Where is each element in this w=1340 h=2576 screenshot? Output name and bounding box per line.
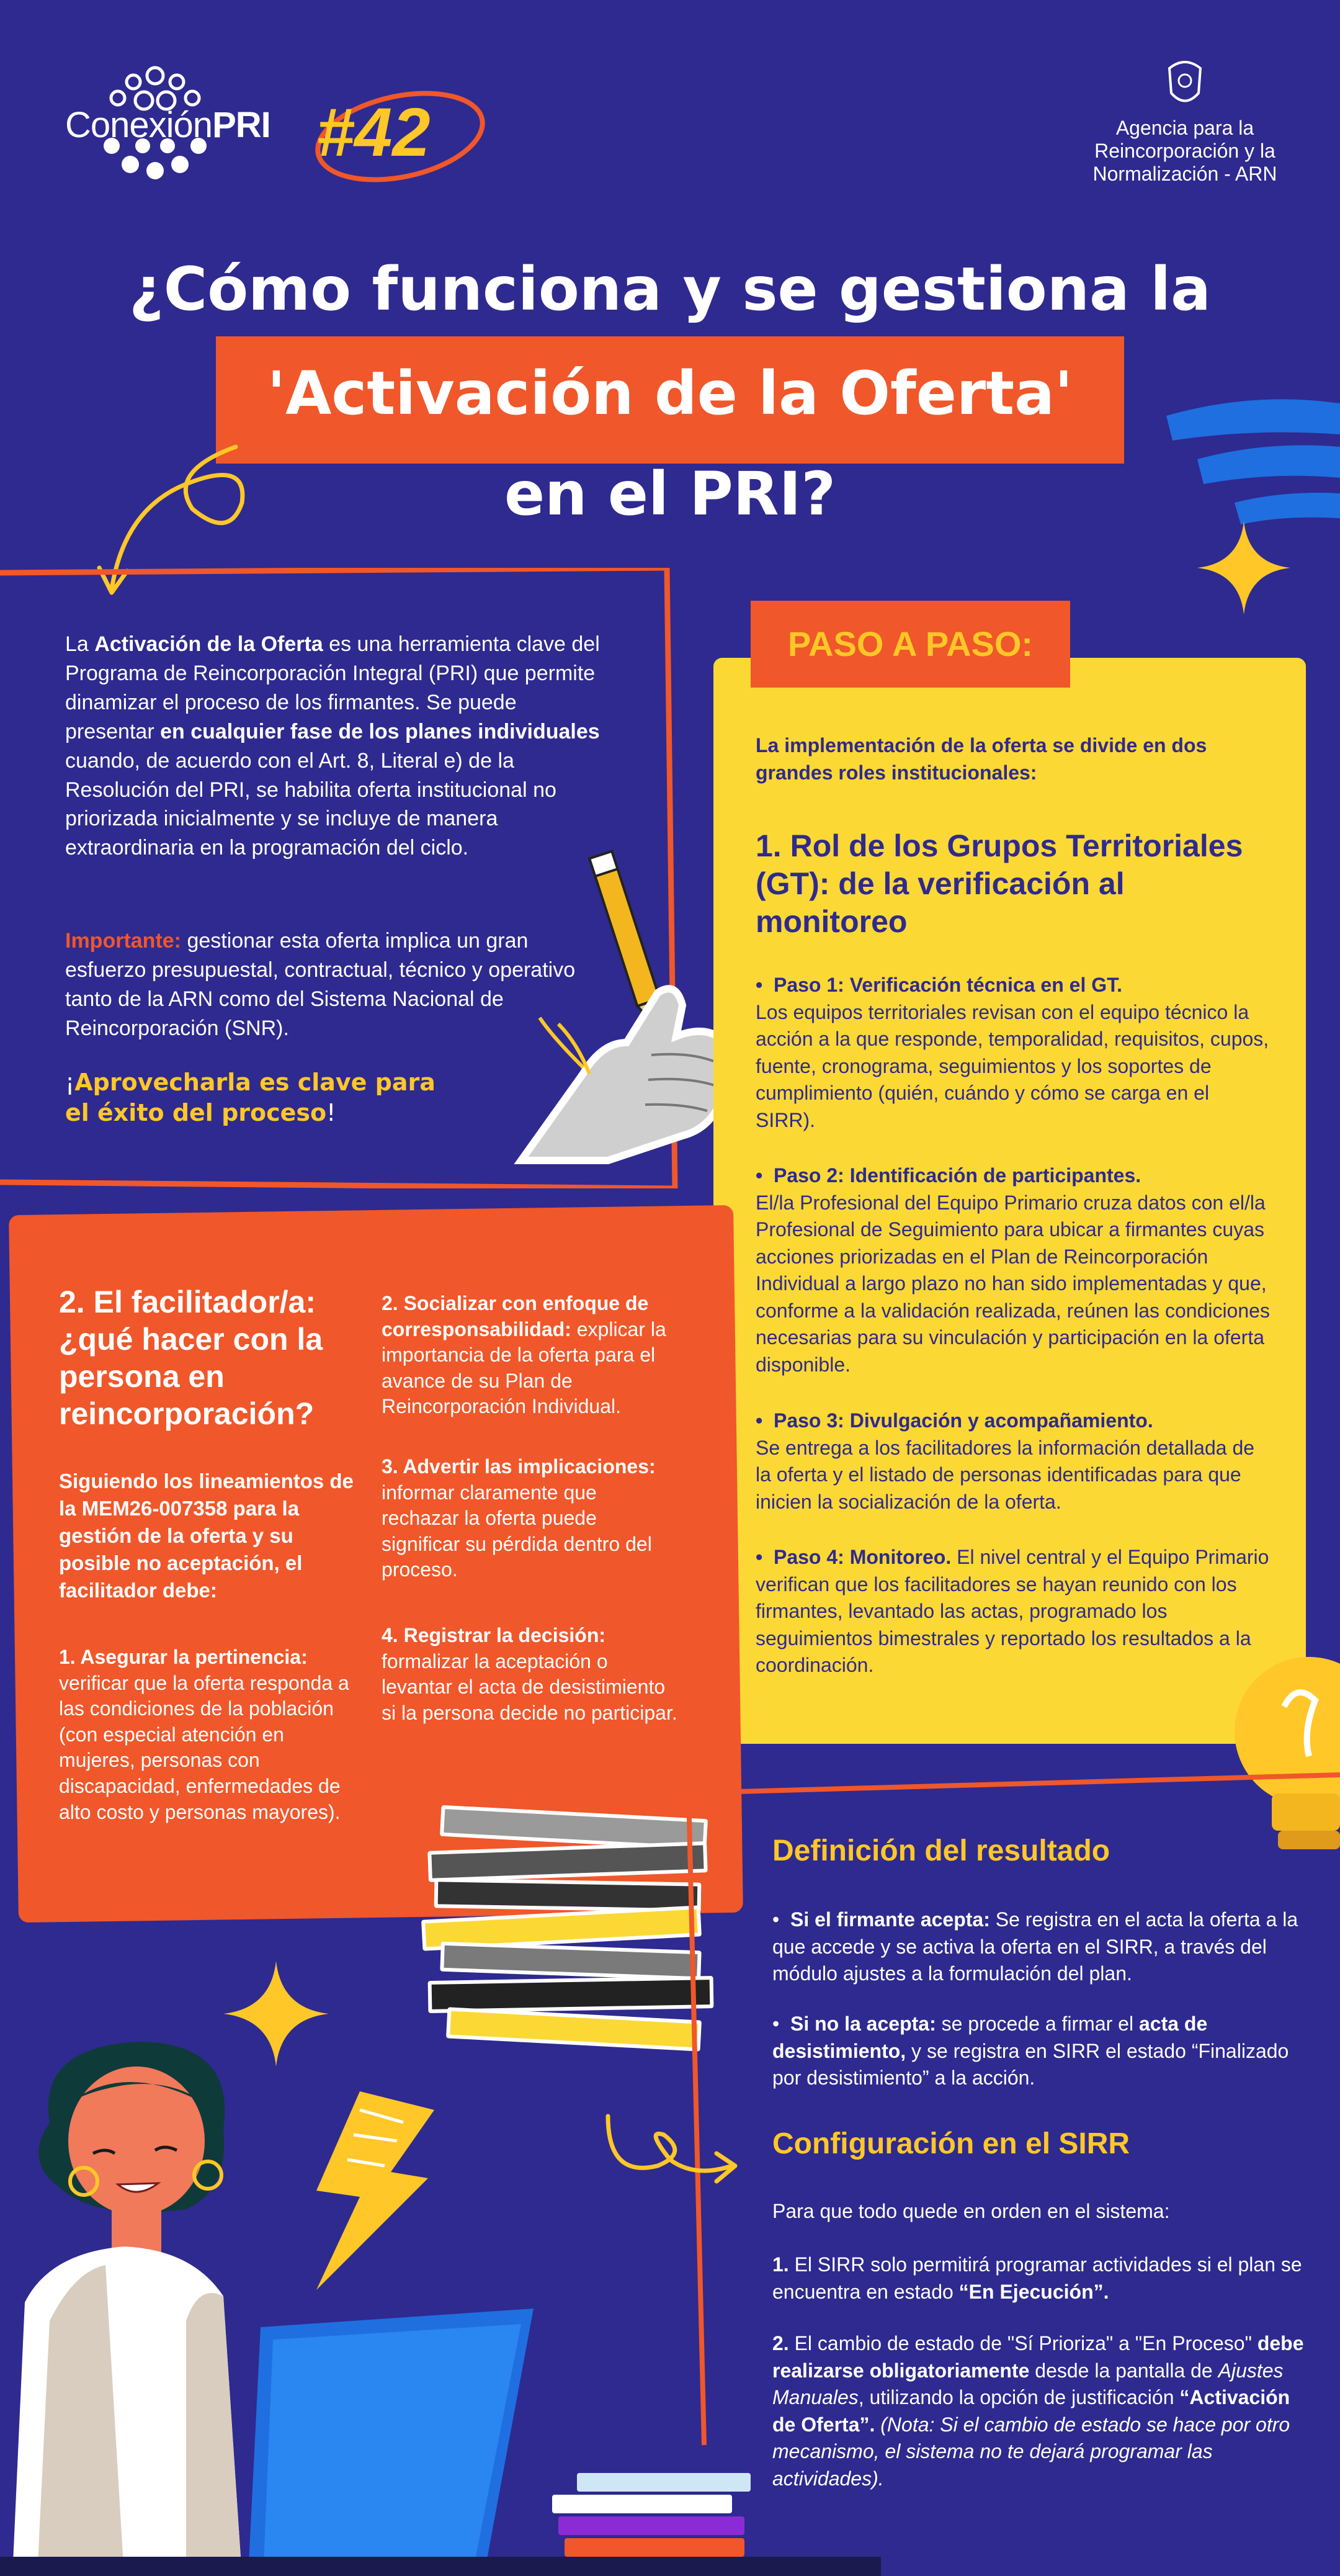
step-2 (756, 1162, 1271, 1378)
result-reject-text-a: se procede a firmar el (936, 2013, 1139, 2035)
bottom-bar (0, 2557, 881, 2576)
step-4 (756, 1544, 1271, 1679)
intro-p1-a: La (65, 632, 95, 656)
config-item-2-text-a: El cambio de estado de "Sí Prioriza" a "En Proceso" (788, 2332, 1257, 2354)
result-reject-bold: acta de desistimiento, (772, 2013, 1208, 2062)
facilitator-item-4 (382, 1623, 679, 1726)
important-text: gestionar esta oferta implica un gran esfuerzo presupuestal, contractual, técnico y operativo tanto de la ARN como del Sistema Nacional de Reincorporación (SNR). (65, 929, 576, 1040)
colored-books-icon (552, 2473, 751, 2566)
facilitator-title: 2. El facilitador/a: ¿qué hacer con la persona en reincorporación? (59, 1285, 323, 1431)
config-item-2-bold: debe realizarse obligatoriamente (772, 2332, 1304, 2382)
step-3-title: • Paso 3: Divulgación y acompañamiento. (756, 1409, 1153, 1432)
agency-line-1: Agencia para la (1115, 117, 1254, 139)
cta-main: Aprovecharla es clave para el éxito del proceso (65, 1069, 436, 1127)
role-title: 1. Rol de los Grupos Territoriales (GT): de la verificación al monitoreo (756, 828, 1243, 939)
issue-number: #42 (316, 94, 431, 171)
step-4-text: El nivel central y el Equipo Primario verifican que los facilitadores se hayan reunido con los firmantes, levantado las actas, programado los seguimientos bimestrales y reportado los resultados a la coordinación. (756, 1546, 1269, 1677)
facilitator-item-3-title: 3. Advertir las implicaciones: (382, 1455, 656, 1478)
facilitator-item-1-title: 1. Asegurar la pertinencia: (59, 1646, 308, 1668)
result-reject-text-b: y se registra en SIRR el estado “Finalizado por desistimiento” a la acción. (772, 2039, 1289, 2089)
cta-open: ¡ (65, 1069, 75, 1096)
sparkle-icon (1197, 521, 1290, 614)
steps-intro: La implementación de la oferta se divide en dos grandes roles institucionales: (756, 734, 1207, 784)
facilitator-intro: Siguiendo los lineamientos de la MEM26-007358 para la gestión de la oferta y su posible no aceptación, el facilitador debe: (59, 1470, 354, 1602)
logo-text (65, 104, 270, 146)
title-line-2: 'Activación de la Oferta' (267, 359, 1073, 428)
config-item-2-num: 2. (772, 2332, 789, 2354)
result-reject-label: Si no la acepta: (790, 2013, 936, 2035)
result-accept-text: Se registra en el acta la oferta a la que accede y se activa la oferta en el SIRR, a través del módulo ajustes a la formulación del plan. (772, 1908, 1298, 1985)
intro-p1-d: en cualquier fase de los planes individuales (160, 719, 600, 743)
step-1 (756, 972, 1271, 1134)
intro-paragraph (65, 630, 605, 863)
result-title: Definición del resultado (772, 1834, 1110, 1867)
config-item-2-bold2: “Activación de Oferta”. (772, 2386, 1290, 2436)
step-1-title: • Paso 1: Verificación técnica en el GT. (756, 974, 1122, 996)
config-item-1 (772, 2251, 1306, 2305)
title-line-1: ¿Cómo funciona y se gestiona la (129, 254, 1211, 324)
step-3-text: Se entrega a los facilitadores la información detallada de la oferta y el listado de personas identificadas para que inicien la socialización de la oferta. (756, 1436, 1255, 1513)
config-item-1-bold: “En Ejecución”. (958, 2280, 1109, 2303)
result-accept: • Si el firmante acepta: Se registra en el acta la oferta a la que accede y se activa la oferta en el SIRR, a través del módulo ajustes a la formulación del plan. (772, 1908, 1298, 1985)
facilitator-item-4-title: 4. Registrar la decisión: (382, 1624, 606, 1646)
config-item-2-italic: Ajustes Manuales (772, 2359, 1284, 2409)
facilitator-item-3-text: informar claramente que rechazar la oferta puede significar su pérdida dentro del proceso. (382, 1481, 652, 1581)
intro-p1-c: es una herramienta clave del Programa de Reincorporación Integral (PRI) que permite dinamizar el proceso de los firmantes. Se puede presentar (65, 632, 600, 743)
step-2-title: • Paso 2: Identificación de participantes. (756, 1164, 1141, 1187)
logo-normal: Conexión (65, 105, 213, 145)
colombia-shield-icon (1160, 56, 1210, 112)
facilitator-item-1 (59, 1645, 363, 1825)
config-item-2 (772, 2330, 1306, 2492)
result-reject: • Si no la acepta: se procede a firmar el acta de desistimiento, y se registra en SIRR el estado “Finalizado por desistimiento” a la acción. (772, 2013, 1289, 2089)
important-label: Importante: (65, 929, 181, 953)
config-item-1-num: 1. (772, 2253, 789, 2276)
result-accept-label: Si el firmante acepta: (790, 1908, 990, 1931)
curly-arrow-icon-2 (596, 2091, 744, 2197)
config-item-1-text: El SIRR solo permitirá programar actividades si el plan se encuentra en estado (772, 2253, 1302, 2303)
config-title: Configuración en el SIRR (772, 2127, 1130, 2160)
facilitator-item-2 (382, 1291, 679, 1420)
step-1-text: Los equipos territoriales revisan con el equipo técnico la acción a la que responde, temporalidad, requisitos, cupos, fuente, cronograma, seguimientos y los soportes de cumplimiento (quién, cuándo y cómo se carga en el SIRR). (756, 1000, 1269, 1131)
intro-p1-e: cuando, de acuerdo con el Art. 8, Literal e) de la Resolución del PRI, se habilita oferta institucional no priorizada inicialmente y se incluye de manera extraordinaria en la programación del ciclo. (65, 748, 556, 860)
woman-at-computer-illustration (0, 2035, 596, 2576)
config-item-2-note: (Nota: Si el cambio de estado se hace por otro mecanismo, el sistema no te dejará programar las actividades). (772, 2413, 1290, 2490)
cta-close: ! (326, 1099, 336, 1127)
steps-badge-label: PASO A PASO: (787, 624, 1034, 663)
step-4-title: • Paso 4: Monitoreo. (756, 1546, 952, 1568)
intro-p1-b: Activación de la Oferta (94, 632, 323, 656)
agency-name (1067, 117, 1303, 185)
logo-bold: PRI (212, 105, 270, 145)
facilitator-item-4-text: formalizar la aceptación o levantar el acta de desistimiento si la persona decide no participar. (382, 1649, 677, 1724)
agency-line-3: Normalización - ARN (1092, 162, 1277, 185)
title-line-3: en el PRI? (504, 459, 836, 529)
thumbs-up-hand-icon (509, 838, 744, 1185)
cta-text (65, 1067, 462, 1129)
facilitator-item-2-title: 2. Socializar con enfoque de corresponsabilidad: (382, 1292, 649, 1340)
facilitator-item-2-text: explicar la importancia de la oferta para el avance de su Plan de Reincorporación Individual. (382, 1317, 666, 1418)
facilitator-item-1-text: verificar que la oferta responda a las condiciones de la población (con especial atención en mujeres, personas con discapacidad, enfermedades de alto costo y personas mayores). (59, 1671, 349, 1823)
facilitator-item-3 (382, 1454, 679, 1583)
step-3 (756, 1407, 1271, 1515)
config-item-2-text-b: desde la pantalla de (1029, 2359, 1218, 2382)
agency-line-2: Reincorporación y la (1094, 139, 1275, 162)
config-intro: Para que todo quede en orden en el sistema: (772, 2200, 1170, 2222)
step-2-text: El/la Profesional del Equipo Primario cruza datos con el/la Profesional de Seguimiento para ubicar a firmantes cuyas acciones priorizadas en el Plan de Reincorporación Individual a largo plazo no han sido implementadas y que, conforme a la validación realizada, reúnen las condiciones necesarias para su vinculación y participación en la oferta disponible. (756, 1191, 1270, 1376)
config-item-2-text-c: , utilizando la opción de justificación (858, 2386, 1180, 2409)
